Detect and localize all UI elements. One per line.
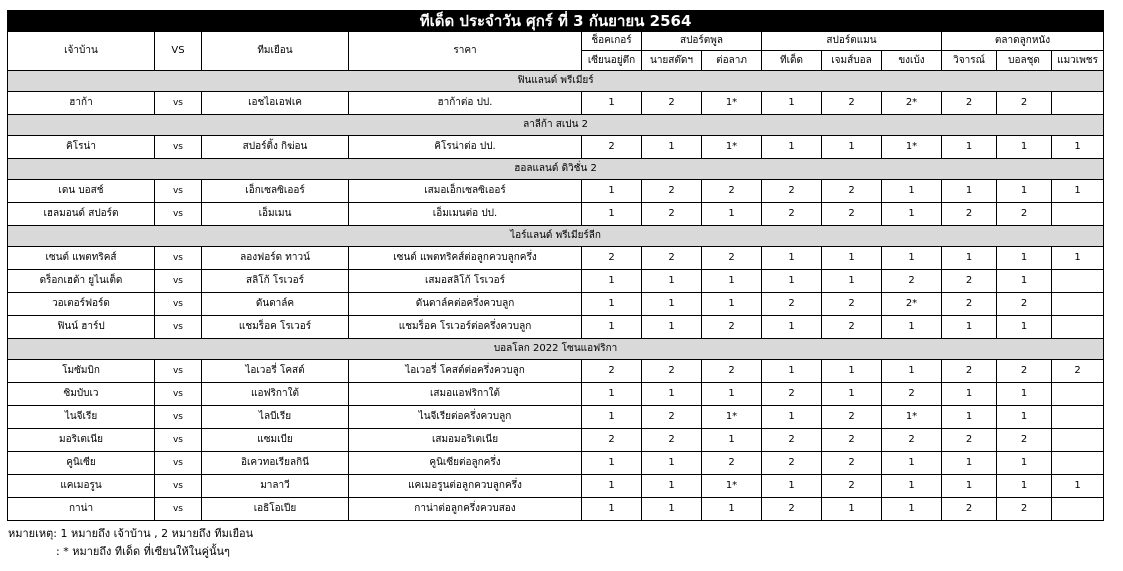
match-row — [8, 475, 1104, 498]
pick-cell: 1 — [997, 316, 1052, 339]
pick-cell: 2 — [642, 203, 702, 226]
header-vs: VS — [155, 32, 202, 71]
price-text: กาน่าต่อลูกครึ่งควบสอง — [349, 498, 582, 521]
pick-cell: 1 — [642, 475, 702, 498]
pick-cell: 2 — [642, 429, 702, 452]
header-tipster: เจมส์บอล — [822, 51, 882, 71]
pick-cell: 2 — [997, 293, 1052, 316]
pick-cell: 2 — [997, 429, 1052, 452]
header-tipster: วิจารณ์ — [942, 51, 997, 71]
home-team: คิโรน่า — [8, 136, 155, 159]
pick-cell: 1 — [582, 383, 642, 406]
pick-cell: 1 — [762, 247, 822, 270]
pick-cell: 1 — [1052, 136, 1104, 159]
pick-cell: 1 — [882, 498, 942, 521]
pick-cell: 2 — [642, 92, 702, 115]
pick-cell: 1 — [702, 429, 762, 452]
pick-cell: 2 — [822, 429, 882, 452]
pick-cell — [1052, 270, 1104, 293]
pick-cell: 1 — [582, 270, 642, 293]
header-group-sportpool: สปอร์ตพูล — [642, 32, 762, 51]
away-team: มาลาวี — [202, 475, 349, 498]
away-team: แชมร็อค โรเวอร์ — [202, 316, 349, 339]
away-team: ดันดาล์ค — [202, 293, 349, 316]
price-text: ไนจีเรียต่อครึ่งควบลูก — [349, 406, 582, 429]
pick-cell: 2 — [582, 360, 642, 383]
pick-cell: 2 — [882, 270, 942, 293]
price-text: เสมอมอริเตเนีย — [349, 429, 582, 452]
pick-cell: 2 — [822, 180, 882, 203]
pick-cell: 1 — [942, 136, 997, 159]
pick-cell: 1 — [582, 92, 642, 115]
pick-cell: 2 — [942, 92, 997, 115]
away-team: เอชไอเอฟเค — [202, 92, 349, 115]
pick-cell: 1 — [997, 247, 1052, 270]
pick-cell: 1 — [882, 452, 942, 475]
vs-label: vs — [155, 136, 202, 159]
pick-cell: 2 — [762, 293, 822, 316]
pick-cell — [1052, 452, 1104, 475]
away-team: เอธิโอเปีย — [202, 498, 349, 521]
pick-cell: 2 — [582, 429, 642, 452]
pick-cell: 2 — [882, 383, 942, 406]
pick-cell: 2 — [762, 383, 822, 406]
pick-cell: 1 — [822, 247, 882, 270]
vs-label: vs — [155, 270, 202, 293]
pick-cell: 1 — [762, 475, 822, 498]
header-group-market: ตลาดลูกหนัง — [942, 32, 1104, 51]
home-team: คูนิเซีย — [8, 452, 155, 475]
vs-label: vs — [155, 316, 202, 339]
home-team: มอริเตเนีย — [8, 429, 155, 452]
pick-cell: 2 — [582, 247, 642, 270]
pick-cell: 2 — [942, 429, 997, 452]
pick-cell: 1 — [702, 203, 762, 226]
pick-cell: 2 — [822, 293, 882, 316]
home-team: วอเตอร์ฟอร์ด — [8, 293, 155, 316]
pick-cell: 1* — [702, 475, 762, 498]
price-text: แชมร็อค โรเวอร์ต่อครึ่งควบลูก — [349, 316, 582, 339]
pick-cell: 2 — [822, 92, 882, 115]
home-team: ซิมบับเว — [8, 383, 155, 406]
header-price: ราคา — [349, 32, 582, 71]
header-tipster: นายสต๊ดฯ — [642, 51, 702, 71]
pick-cell: 1 — [942, 180, 997, 203]
league-name: ฮอลแลนด์ ดิวิชั่น 2 — [8, 159, 1104, 180]
away-team: อิเควทอเรียลกินี — [202, 452, 349, 475]
pick-cell: 2 — [942, 498, 997, 521]
home-team: ฟินน์ ฮาร์ป — [8, 316, 155, 339]
pick-cell: 2 — [822, 475, 882, 498]
header-away: ทีมเยือน — [202, 32, 349, 71]
away-team: แอฟริกาใต้ — [202, 383, 349, 406]
pick-cell: 1 — [642, 383, 702, 406]
pick-cell: 2 — [642, 360, 702, 383]
home-team: เดน บอสช์ — [8, 180, 155, 203]
pick-cell: 2 — [942, 203, 997, 226]
pick-cell — [1052, 293, 1104, 316]
pick-cell: 1 — [997, 452, 1052, 475]
header-tipster: ทีเด็ด — [762, 51, 822, 71]
pick-cell: 2 — [582, 136, 642, 159]
match-row — [8, 203, 1104, 226]
home-team: เฮลมอนด์ สปอร์ต — [8, 203, 155, 226]
note-line-1: หมายเหตุ: 1 หมายถึง เจ้าบ้าน , 2 หมายถึง ทีมเยือน — [8, 527, 254, 540]
pick-cell: 2 — [702, 247, 762, 270]
pick-cell: 2 — [762, 429, 822, 452]
pick-cell: 2 — [997, 360, 1052, 383]
pick-cell: 2 — [702, 316, 762, 339]
pick-cell: 1 — [582, 498, 642, 521]
pick-cell: 1 — [942, 316, 997, 339]
pick-cell: 1 — [1052, 247, 1104, 270]
vs-label: vs — [155, 247, 202, 270]
vs-label: vs — [155, 475, 202, 498]
away-team: เอ็กเซลซิเออร์ — [202, 180, 349, 203]
price-text: เอ็มเมนต่อ ปป. — [349, 203, 582, 226]
pick-cell: 2* — [882, 293, 942, 316]
match-row — [8, 247, 1104, 270]
price-text: เสมอสลิโก้ โรเวอร์ — [349, 270, 582, 293]
pick-cell: 1 — [942, 475, 997, 498]
pick-cell — [1052, 429, 1104, 452]
pick-cell: 1 — [997, 383, 1052, 406]
pick-cell: 2 — [942, 270, 997, 293]
pick-cell: 1 — [642, 293, 702, 316]
pick-cell: 1 — [582, 316, 642, 339]
away-team: สลิโก้ โรเวอร์ — [202, 270, 349, 293]
pick-cell: 2 — [822, 203, 882, 226]
away-team: สปอร์ติ้ง กิฆ่อน — [202, 136, 349, 159]
home-team: เซนต์ แพตทริคส์ — [8, 247, 155, 270]
home-team: ดร็อกเฮด้า ยูไนเต็ด — [8, 270, 155, 293]
pick-cell: 2 — [997, 92, 1052, 115]
header-tipster: แมวเพชร — [1052, 51, 1104, 71]
pick-cell: 2 — [762, 203, 822, 226]
pick-cell: 1 — [762, 92, 822, 115]
pick-cell: 1* — [882, 406, 942, 429]
pick-cell — [1052, 498, 1104, 521]
pick-cell: 1 — [822, 498, 882, 521]
pick-cell: 2 — [642, 247, 702, 270]
vs-label: vs — [155, 429, 202, 452]
pick-cell: 1 — [762, 136, 822, 159]
match-row — [8, 136, 1104, 159]
vs-label: vs — [155, 360, 202, 383]
vs-label: vs — [155, 203, 202, 226]
pick-cell: 2 — [762, 452, 822, 475]
pick-cell: 2 — [642, 180, 702, 203]
match-row — [8, 452, 1104, 475]
pick-cell: 1 — [822, 383, 882, 406]
pick-cell: 1* — [702, 406, 762, 429]
match-row — [8, 429, 1104, 452]
header-group-sportman: สปอร์ตแมน — [762, 32, 942, 51]
league-row — [8, 71, 1104, 92]
pick-cell: 1 — [822, 360, 882, 383]
pick-cell: 1 — [882, 180, 942, 203]
league-name: ลาลีก้า สเปน 2 — [8, 115, 1104, 136]
pick-cell: 1 — [942, 406, 997, 429]
pick-cell: 1 — [997, 180, 1052, 203]
price-text: เสมอแอฟริกาใต้ — [349, 383, 582, 406]
pick-cell: 1 — [882, 360, 942, 383]
pick-cell: 1 — [762, 360, 822, 383]
pick-cell: 1 — [702, 383, 762, 406]
pick-cell: 1 — [822, 136, 882, 159]
match-row — [8, 406, 1104, 429]
home-team: ฮาก้า — [8, 92, 155, 115]
pick-cell: 1 — [997, 136, 1052, 159]
vs-label: vs — [155, 180, 202, 203]
match-row — [8, 316, 1104, 339]
price-text: คิโรน่าต่อ ปป. — [349, 136, 582, 159]
away-team: ไอเวอรี่ โคสต์ — [202, 360, 349, 383]
match-row — [8, 180, 1104, 203]
pick-cell: 2 — [942, 360, 997, 383]
pick-cell — [1052, 203, 1104, 226]
pick-cell: 1* — [882, 136, 942, 159]
pick-cell: 1 — [702, 270, 762, 293]
pick-cell: 1 — [642, 270, 702, 293]
page-title: ทีเด็ด ประจำวัน ศุกร์ ที่ 3 กันยายน 2564 — [8, 11, 1104, 32]
price-text: แคเมอรูนต่อลูกควบลูกครึ่ง — [349, 475, 582, 498]
pick-cell — [1052, 406, 1104, 429]
pick-cell: 1 — [702, 498, 762, 521]
pick-cell: 1 — [997, 270, 1052, 293]
pick-cell: 2 — [822, 452, 882, 475]
vs-label: vs — [155, 498, 202, 521]
header-tipster: บอลชุด — [997, 51, 1052, 71]
pick-cell: 1 — [762, 270, 822, 293]
pick-cell: 1 — [582, 406, 642, 429]
vs-label: vs — [155, 293, 202, 316]
pick-cell: 2 — [762, 180, 822, 203]
pick-cell: 2 — [642, 406, 702, 429]
league-row — [8, 226, 1104, 247]
header-tipster: ต่อลาภ — [702, 51, 762, 71]
home-team: กาน่า — [8, 498, 155, 521]
match-row — [8, 498, 1104, 521]
match-row — [8, 92, 1104, 115]
vs-label: vs — [155, 452, 202, 475]
pick-cell: 2 — [882, 429, 942, 452]
away-team: ไลบีเรีย — [202, 406, 349, 429]
pick-cell: 2 — [822, 406, 882, 429]
pick-cell: 1 — [1052, 475, 1104, 498]
league-name: บอลโลก 2022 โซนแอฟริกา — [8, 339, 1104, 360]
pick-cell — [1052, 383, 1104, 406]
pick-cell: 2* — [882, 92, 942, 115]
pick-cell: 2 — [822, 316, 882, 339]
match-row — [8, 360, 1104, 383]
price-text: ไอเวอรี่ โคสต์ต่อครึ่งควบลูก — [349, 360, 582, 383]
home-team: แคเมอรูน — [8, 475, 155, 498]
league-name: ฟินแลนด์ พรีเมียร์ — [8, 71, 1104, 92]
pick-cell: 1 — [642, 452, 702, 475]
vs-label: vs — [155, 383, 202, 406]
header-tipster: ขงเบ้ง — [882, 51, 942, 71]
pick-cell: 1 — [582, 452, 642, 475]
pick-cell: 2 — [702, 360, 762, 383]
tips-table — [7, 10, 1104, 521]
pick-cell: 1 — [882, 247, 942, 270]
header-group-shocker: ช็อคเกอร์ — [582, 32, 642, 51]
pick-cell: 1 — [762, 406, 822, 429]
pick-cell: 1 — [702, 293, 762, 316]
price-text: ดันดาล์คต่อครึ่งควบลูก — [349, 293, 582, 316]
pick-cell: 2 — [702, 452, 762, 475]
match-row — [8, 293, 1104, 316]
pick-cell: 1 — [1052, 180, 1104, 203]
league-row — [8, 159, 1104, 180]
pick-cell: 1 — [822, 270, 882, 293]
pick-cell: 1 — [942, 383, 997, 406]
price-text: เซนต์ แพตทริคส์ต่อลูกควบลูกครึ่ง — [349, 247, 582, 270]
pick-cell: 1 — [882, 203, 942, 226]
pick-cell — [1052, 316, 1104, 339]
pick-cell: 1 — [882, 475, 942, 498]
pick-cell: 1 — [762, 316, 822, 339]
pick-cell: 2 — [702, 180, 762, 203]
league-row — [8, 339, 1104, 360]
price-text: คูนิเซียต่อลูกครึ่ง — [349, 452, 582, 475]
league-row — [8, 115, 1104, 136]
pick-cell: 1 — [582, 293, 642, 316]
pick-cell — [1052, 92, 1104, 115]
match-row — [8, 383, 1104, 406]
pick-cell: 1 — [997, 475, 1052, 498]
home-team: โมซัมบิก — [8, 360, 155, 383]
league-name: ไอร์แลนด์ พรีเมียร์ลีก — [8, 226, 1104, 247]
pick-cell: 1 — [582, 475, 642, 498]
price-text: เสมอเอ็กเซลซิเออร์ — [349, 180, 582, 203]
vs-label: vs — [155, 92, 202, 115]
pick-cell: 1 — [582, 203, 642, 226]
pick-cell: 2 — [997, 498, 1052, 521]
vs-label: vs — [155, 406, 202, 429]
pick-cell: 2 — [1052, 360, 1104, 383]
pick-cell: 1 — [582, 180, 642, 203]
pick-cell: 1 — [942, 452, 997, 475]
pick-cell: 2 — [942, 293, 997, 316]
pick-cell: 1 — [642, 136, 702, 159]
pick-cell: 1 — [942, 247, 997, 270]
pick-cell: 1 — [642, 498, 702, 521]
away-team: แซมเบีย — [202, 429, 349, 452]
pick-cell: 1 — [882, 316, 942, 339]
pick-cell: 1* — [702, 136, 762, 159]
header-home: เจ้าบ้าน — [8, 32, 155, 71]
price-text: ฮาก้าต่อ ปป. — [349, 92, 582, 115]
pick-cell: 1 — [997, 406, 1052, 429]
pick-cell: 1* — [702, 92, 762, 115]
pick-cell: 2 — [762, 498, 822, 521]
away-team: เอ็มเมน — [202, 203, 349, 226]
match-row — [8, 270, 1104, 293]
away-team: ลองฟอร์ด ทาวน์ — [202, 247, 349, 270]
header-tipster: เซียนอยู่ตึก — [582, 51, 642, 71]
pick-cell: 1 — [642, 316, 702, 339]
note-line-2: : * หมายถึง ทีเด็ด ที่เซียนให้ในคู่นั้นๆ — [56, 545, 230, 558]
home-team: ไนจีเรีย — [8, 406, 155, 429]
pick-cell: 2 — [997, 203, 1052, 226]
